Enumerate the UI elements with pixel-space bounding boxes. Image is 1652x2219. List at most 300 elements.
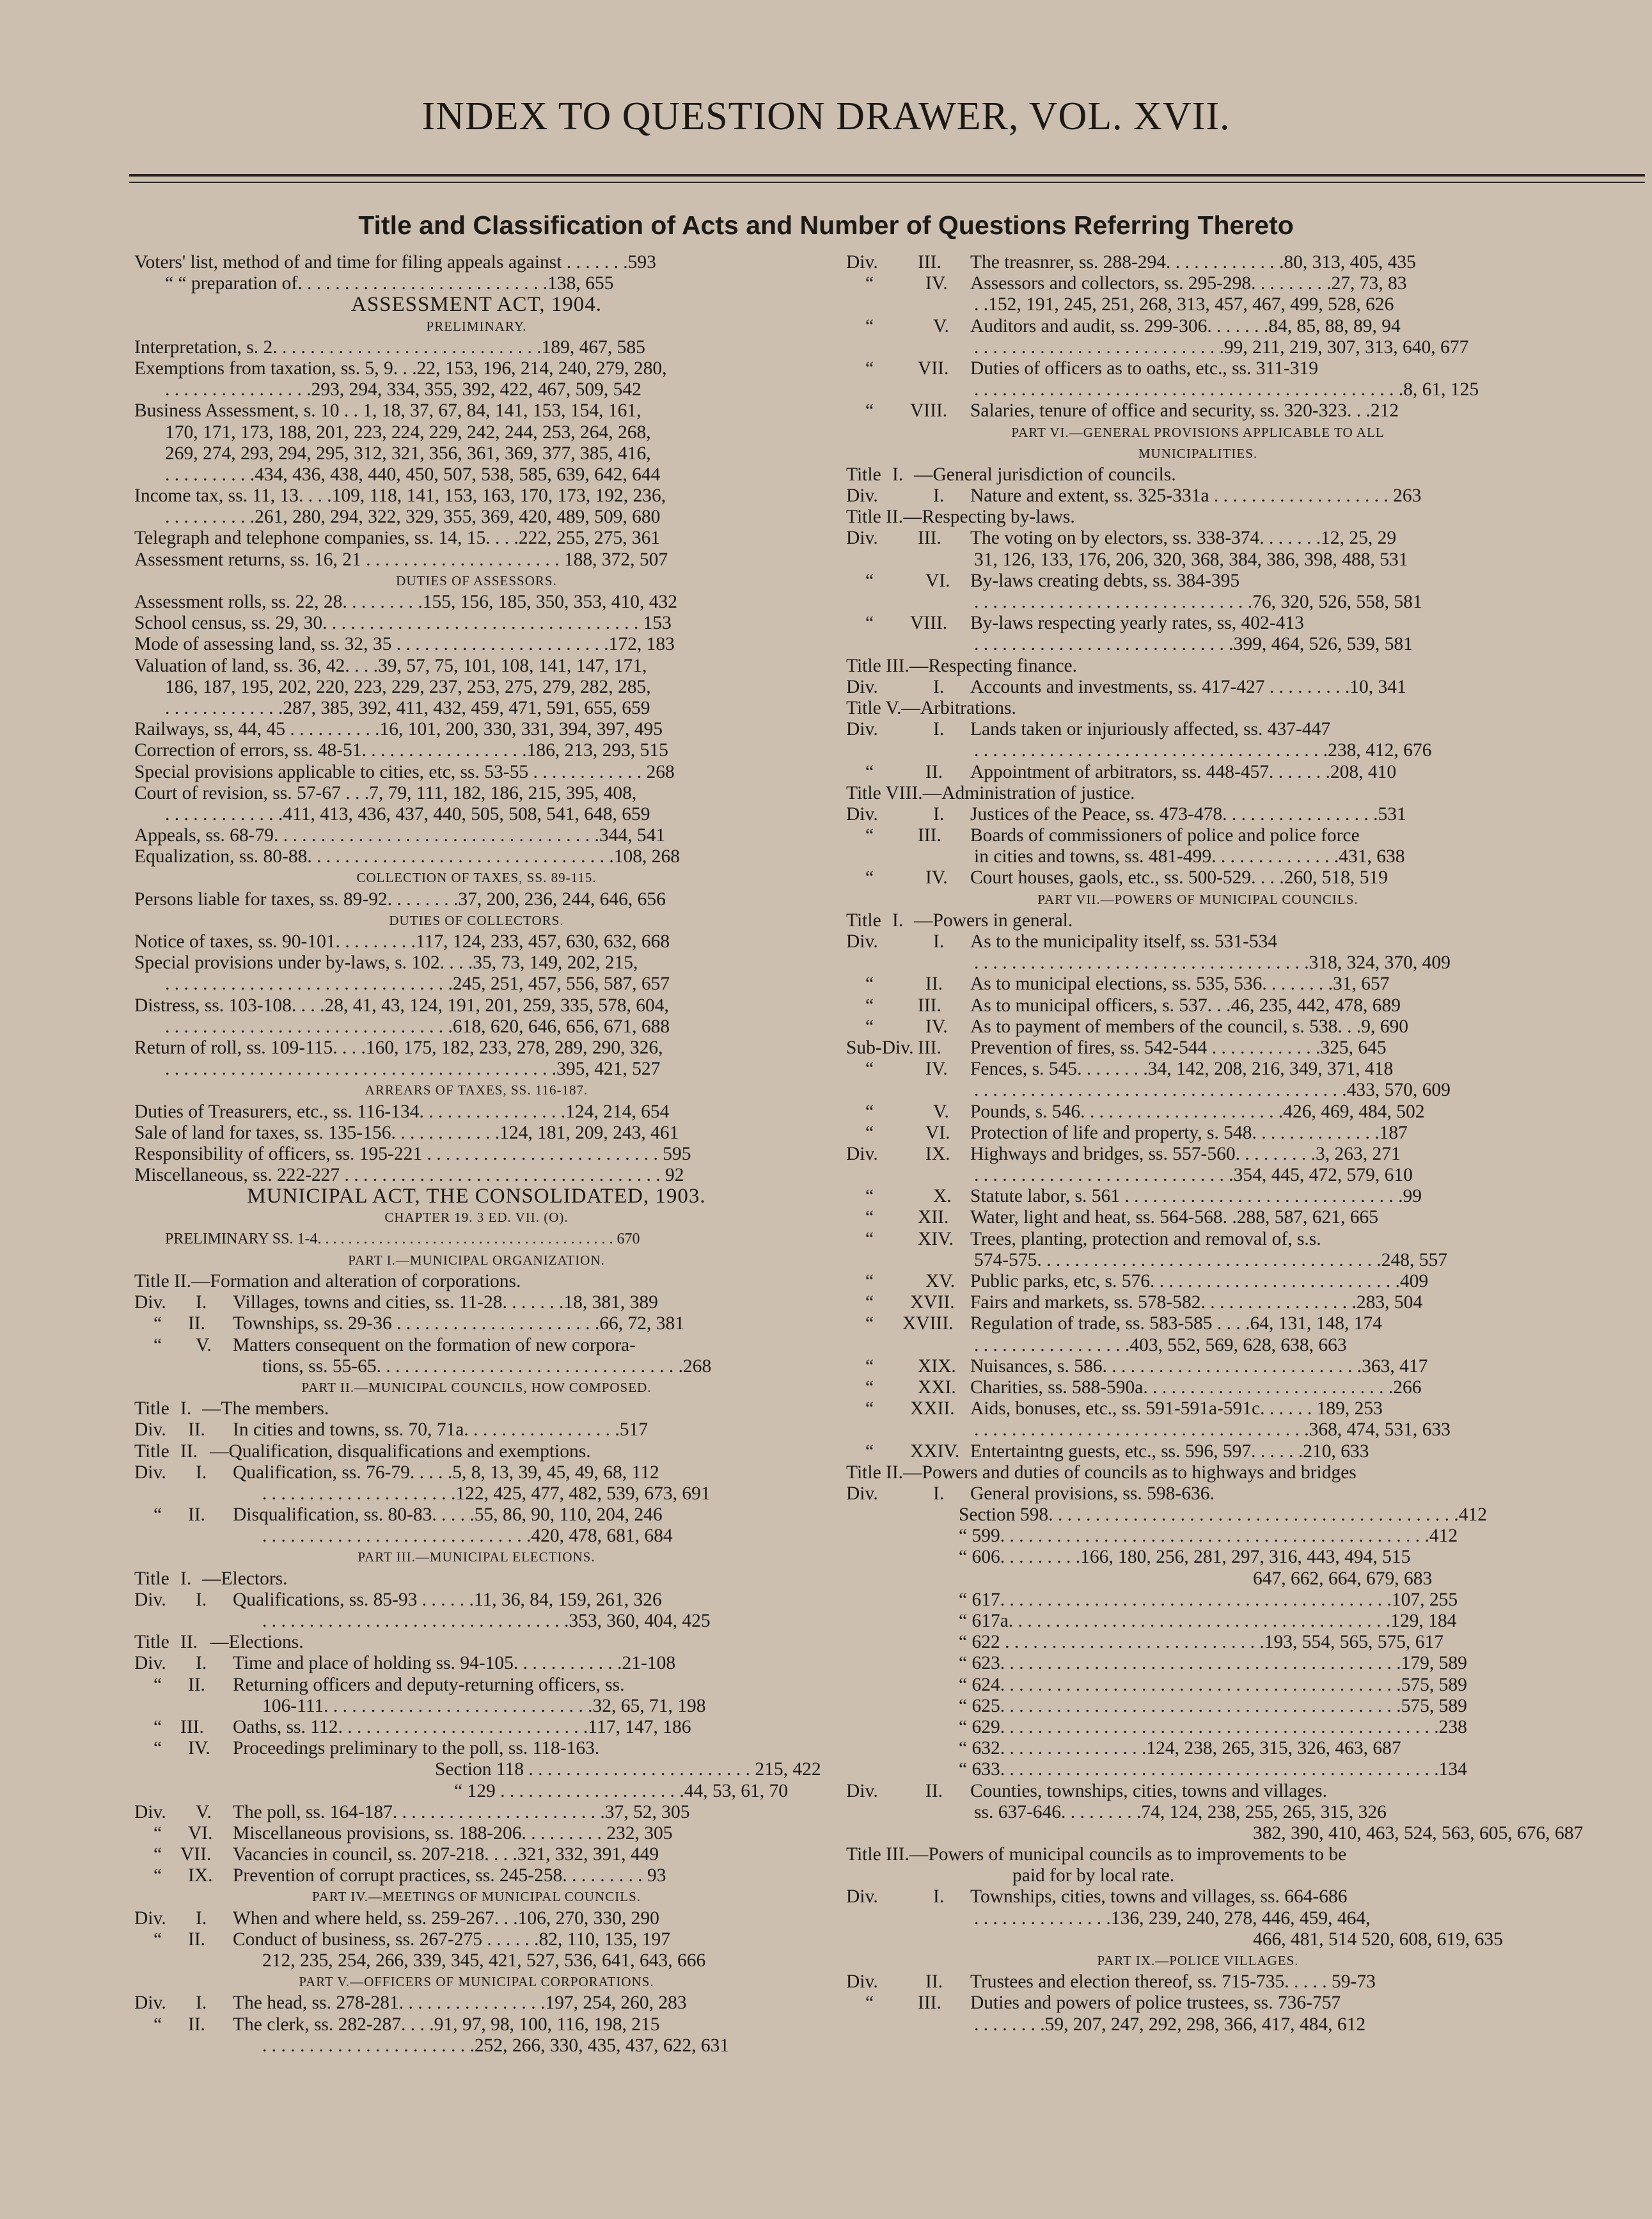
entry-text: Proceedings preliminary to the poll, ss. 118-163. (233, 1738, 600, 1759)
index-entry (134, 1483, 819, 1504)
heading-text: MUNICIPALITIES. (1138, 445, 1258, 461)
index-entry (846, 316, 1550, 337)
entry-numeral: VII. (918, 358, 949, 379)
entry-text: Fences, s. 545. . . . . . . .34, 142, 208, 216, 349, 371, 418 (970, 1059, 1394, 1080)
heading-text: PART IX.—POLICE VILLAGES. (1097, 1953, 1299, 1968)
index-entry (134, 1653, 819, 1674)
entry-text: Title III.—Powers of municipal councils as to improvements to be (846, 1844, 1347, 1865)
index-entry (846, 974, 1550, 995)
entry-text: Regulation of trade, ss. 583-585 . . . .64, 131, 148, 174 (970, 1313, 1383, 1334)
entry-numeral: III. (918, 252, 941, 272)
heading-text: PART VII.—POWERS OF MUNICIPAL COUNCILS. (1037, 891, 1358, 907)
index-entry (134, 379, 819, 400)
index-entry (134, 804, 819, 825)
heading-text: DUTIES OF ASSESSORS. (396, 573, 557, 588)
entry-numeral: XIX. (918, 1355, 956, 1377)
index-entry (134, 400, 819, 422)
entry-text: Section 598. . . . . . . . . . . . . . . . . . . . . . . . . . . . . . . . . . . . . . . . . . . .412 (959, 1504, 1487, 1526)
entry-division: “ (865, 1355, 874, 1377)
entry-division: Div. (846, 486, 878, 507)
index-entry (134, 443, 819, 464)
entry-text: School census, ss. 29, 30. . . . . . . . . . . . . . . . . . . . . . . . . . . . . . . . . . 153 (134, 613, 672, 634)
index-entry (846, 698, 1550, 719)
entry-text: Villages, towns and cities, ss. 11-28. . . . . . .18, 381, 389 (233, 1292, 658, 1313)
entry-division: Title (134, 1441, 169, 1462)
entry-text: General provisions, ss. 598-636. (970, 1483, 1215, 1504)
entry-text: The clerk, ss. 282-287. . . .91, 97, 98, 100, 116, 198, 215 (233, 2014, 660, 2035)
entry-text: . . . . . . . . . . . . . . . . . . . . . . . . . . . . . . .245, 251, 457, 556, 587, 657 (165, 974, 670, 995)
heading-text: PART VI.—GENERAL PROVISIONS APPLICABLE TO ALL (1011, 424, 1385, 440)
heading-text: PART I.—MUNICIPAL ORGANIZATION. (348, 1252, 605, 1268)
index-entry (134, 952, 819, 974)
index-entry (846, 1504, 1550, 1526)
section-heading (846, 422, 1550, 443)
entry-division: “ (865, 974, 874, 995)
index-entry (134, 656, 819, 677)
entry-text: 466, 481, 514 520, 608, 619, 635 (1253, 1929, 1503, 1950)
entry-division: Title (846, 910, 881, 931)
entry-numeral: XVIII. (902, 1313, 954, 1334)
section-heading (846, 1950, 1550, 1971)
entry-numeral: II. (180, 1441, 198, 1462)
entry-text: Miscellaneous, ss. 222-227 . . . . . . . . . . . . . . . . . . . . . . . . . . . . . . . . . . 92 (134, 1165, 684, 1186)
entry-division: “ (865, 570, 874, 591)
entry-numeral: II. (188, 1674, 206, 1695)
entry-numeral: II. (925, 1780, 943, 1801)
entry-division: “ (865, 1186, 874, 1207)
entry-text: paid for by local rate. (1012, 1865, 1175, 1886)
entry-numeral: I. (196, 1292, 207, 1313)
entry-text: . . . . . . . .59, 207, 247, 292, 298, 366, 417, 484, 612 (974, 2014, 1366, 2035)
entry-text: Conduct of business, ss. 267-275 . . . . . .82, 110, 135, 197 (233, 1929, 670, 1950)
index-entry (846, 1738, 1550, 1759)
entry-division: Div. (134, 1801, 166, 1822)
entry-numeral: V. (196, 1801, 212, 1822)
index-entry (846, 1611, 1550, 1632)
entry-numeral: XXI. (918, 1377, 956, 1398)
index-entry (846, 1717, 1550, 1738)
index-entry (846, 400, 1550, 422)
index-entry (134, 1526, 819, 1547)
entry-text: Townships, ss. 29-36 . . . . . . . . . . . . . . . . . . . . . .66, 72, 381 (233, 1313, 684, 1334)
heading-text: ARREARS OF TAXES, SS. 116-187. (365, 1082, 588, 1098)
page-subtitle: Title and Classification of Acts and Number of Questions Referring Thereto (358, 210, 1294, 240)
entry-text: “ 624. . . . . . . . . . . . . . . . . . . . . . . . . . . . . . . . . . . . . . . . . . .575, 589 (959, 1674, 1467, 1695)
entry-numeral: IX. (188, 1865, 213, 1886)
index-entry (846, 464, 1550, 486)
entry-text: Section 118 . . . . . . . . . . . . . . . . . . . . . . . . 215, 422 (435, 1759, 821, 1780)
entry-division: “ (153, 1865, 162, 1886)
index-entry (846, 952, 1550, 974)
entry-text: Title V.—Arbitrations. (846, 697, 1016, 718)
entry-text: . . . . . . . . . . . . . . . . . . . . . . . . . . . .399, 464, 526, 539, 581 (974, 634, 1413, 655)
entry-division: Title (846, 464, 881, 485)
index-entry (134, 1229, 819, 1250)
index-entry (846, 740, 1550, 761)
heading-text: PART V.—OFFICERS OF MUNICIPAL CORPORATIONS. (299, 1974, 654, 1990)
entry-text: “ 129 . . . . . . . . . . . . . . . . . . . .44, 53, 61, 70 (454, 1780, 788, 1801)
entry-text: Exemptions from taxation, ss. 5, 9. . .22, 153, 196, 214, 240, 279, 280, (134, 358, 667, 379)
index-entry (846, 337, 1550, 358)
entry-numeral: IV. (188, 1738, 210, 1759)
section-heading (134, 1377, 819, 1398)
heading-text: COLLECTION OF TAXES, SS. 89-115. (356, 870, 597, 886)
entry-numeral: I. (196, 1907, 207, 1929)
entry-text: . . . . . . . . . . . . . . . . . . . . . . . . . . . . . . . . . . . .368, 474, 531, 633 (974, 1419, 1451, 1441)
entry-text: Accounts and investments, ss. 417-427 . . . . . . . . .10, 341 (970, 676, 1406, 697)
index-entry (846, 804, 1550, 825)
index-entry (134, 2035, 819, 2057)
entry-division: “ (865, 1016, 874, 1037)
entry-division: “ (153, 1929, 162, 1950)
index-entry (134, 1356, 819, 1377)
entry-numeral: III. (918, 528, 941, 549)
index-entry (134, 528, 819, 549)
index-entry (134, 677, 819, 698)
index-entry (846, 613, 1550, 634)
index-entry (134, 762, 819, 783)
index-entry (846, 867, 1550, 888)
index-entry (134, 1016, 819, 1038)
entry-text: Matters consequent on the formation of new corpora- (233, 1334, 636, 1355)
entry-division: “ (865, 1993, 874, 2014)
entry-numeral: III. (918, 995, 941, 1016)
index-entry (134, 1802, 819, 1823)
heading-text: DUTIES OF COLLECTORS. (389, 912, 564, 928)
entry-text: Disqualification, ss. 80-83. . . . .55, 86, 90, 110, 204, 246 (233, 1504, 663, 1526)
index-entry (846, 1971, 1550, 1993)
entry-division: “ (865, 1207, 874, 1228)
index-entry (134, 974, 819, 995)
index-entry (846, 1632, 1550, 1653)
entry-text: . . . . . . . . . . . . .411, 413, 436, 437, 440, 505, 508, 541, 648, 659 (165, 803, 650, 825)
entry-numeral: XV. (925, 1271, 956, 1291)
entry-text: Title II.—Respecting by-laws. (846, 507, 1075, 528)
index-entry (846, 1144, 1550, 1165)
entry-numeral: I. (196, 1589, 207, 1610)
entry-numeral: XIV. (918, 1228, 954, 1249)
index-entry (846, 1441, 1550, 1462)
entry-division: “ (153, 1674, 162, 1695)
index-entry (134, 464, 819, 486)
index-entry (846, 762, 1550, 783)
index-entry (134, 486, 819, 507)
page-title: INDEX TO QUESTION DRAWER, VOL. XVII. (421, 95, 1231, 138)
entry-text: Valuation of land, ss. 36, 42. . . .39, 57, 75, 101, 108, 141, 147, 171, (134, 655, 647, 676)
section-heading (134, 1971, 819, 1993)
index-entry (134, 1123, 819, 1144)
index-entry (846, 1335, 1550, 1356)
entry-text: 31, 126, 133, 176, 206, 320, 368, 384, 386, 398, 488, 531 (974, 549, 1408, 570)
entry-numeral: I. (892, 464, 904, 485)
index-entry (134, 846, 819, 867)
index-entry (134, 1738, 819, 1759)
entry-division: Div. (134, 1907, 166, 1929)
entry-text: Return of roll, ss. 109-115. . . .160, 175, 182, 233, 278, 289, 290, 326, (134, 1037, 663, 1058)
entry-text: . . . . . . . . . .261, 280, 294, 322, 329, 355, 369, 420, 489, 509, 680 (165, 507, 661, 528)
entry-text: Trustees and election thereof, ss. 715-735. . . . . 59-73 (970, 1971, 1376, 1993)
entry-text: 647, 662, 664, 679, 683 (1253, 1568, 1433, 1589)
entry-numeral: I. (892, 910, 904, 931)
index-entry (846, 1696, 1550, 1717)
section-heading (134, 571, 819, 592)
entry-text: Pounds, s. 546. . . . . . . . . . . . . . . . . . . . . .426, 469, 484, 502 (970, 1101, 1425, 1122)
entry-text: “ 599. . . . . . . . . . . . . . . . . . . . . . . . . . . . . . . . . . . . . . . . . . . . . .412 (959, 1526, 1458, 1547)
index-entry (134, 1102, 819, 1123)
entry-division: Div. (134, 1653, 166, 1674)
entry-numeral: II. (925, 974, 943, 995)
section-heading (846, 889, 1550, 910)
entry-division: “ (865, 995, 874, 1016)
entry-text: The poll, ss. 164-187. . . . . . . . . . . . . . . . . . . . . . .37, 52, 305 (233, 1801, 690, 1822)
entry-text: “ 633. . . . . . . . . . . . . . . . . . . . . . . . . . . . . . . . . . . . . . . . . . . . . . .134 (959, 1759, 1467, 1780)
entry-text: “ 606. . . . . . . . .166, 180, 256, 281, 297, 316, 443, 494, 515 (959, 1547, 1411, 1568)
entry-division: “ (865, 1441, 874, 1462)
entry-numeral: V. (933, 1101, 949, 1122)
entry-numeral: I. (933, 803, 945, 825)
entry-division: Div. (134, 1462, 166, 1483)
index-entry (846, 528, 1550, 549)
entry-text: . . . . . . . . . . . . . . . . . . . . .122, 425, 477, 482, 539, 673, 691 (262, 1483, 711, 1504)
entry-text: The head, ss. 278-281. . . . . . . . . . . . . . . .197, 254, 260, 283 (233, 1993, 687, 2014)
index-entry (846, 273, 1550, 294)
entry-division: “ (865, 1101, 874, 1122)
index-entry (846, 1059, 1550, 1080)
entry-text: Salaries, tenure of office and security, ss. 320-323. . .212 (970, 400, 1399, 422)
entry-text: “ 617. . . . . . . . . . . . . . . . . . . . . . . . . . . . . . . . . . . . . . . . . .107, 255 (959, 1589, 1458, 1610)
entry-text: Oaths, ss. 112. . . . . . . . . . . . . . . . . . . . . . . . . . .117, 147, 186 (233, 1716, 691, 1737)
entry-division: “ (865, 1313, 874, 1334)
entry-text: ss. 637-646. . . . . . . . .74, 124, 238, 255, 265, 315, 326 (974, 1801, 1387, 1822)
index-entry (846, 1080, 1550, 1101)
heading-text: CHAPTER 19. 3 ED. VII. (O). (384, 1210, 569, 1226)
entry-text: in cities and towns, ss. 481-499. . . . . . . . . . . . . .431, 638 (974, 846, 1405, 867)
entry-text: Court of revision, ss. 57-67 . . .7, 79, 111, 182, 186, 215, 395, 408, (134, 782, 637, 803)
index-entry (134, 252, 819, 273)
entry-text: Justices of the Peace, ss. 473-478. . . . . . . . . . . . . . . . .531 (970, 803, 1406, 825)
entry-text: Miscellaneous provisions, ss. 188-206. . . . . . . . . 232, 305 (233, 1822, 673, 1844)
entry-text: “ 617a. . . . . . . . . . . . . . . . . . . . . . . . . . . . . . . . . . . . . . . . .129, 184 (959, 1611, 1457, 1631)
entry-text: . . . . . . . . . .434, 436, 438, 440, 450, 507, 538, 585, 639, 642, 644 (165, 464, 661, 485)
index-entry (134, 549, 819, 571)
index-entry (134, 825, 819, 846)
entry-division: Div. (846, 931, 878, 952)
entry-division: Div. (846, 719, 878, 740)
entry-text: Telegraph and telephone companies, ss. 14, 15. . . .222, 255, 275, 361 (134, 528, 661, 549)
entry-numeral: II. (180, 1632, 198, 1653)
entry-division: Div. (846, 1886, 878, 1907)
entry-text: By-laws respecting yearly rates, ss, 402-413 (970, 613, 1304, 634)
entry-text: Appointment of arbitrators, ss. 448-457. . . . . . .208, 410 (970, 761, 1397, 782)
index-entry (134, 1568, 819, 1590)
heading-text: MUNICIPAL ACT, THE CONSOLIDATED, 1903. (247, 1185, 706, 1208)
section-heading (134, 316, 819, 337)
index-entry (846, 294, 1550, 315)
index-entry (134, 1144, 819, 1165)
index-entry (134, 995, 819, 1016)
heading-text: ASSESSMENT ACT, 1904. (350, 293, 602, 317)
index-entry (134, 740, 819, 761)
entry-division: Div. (846, 528, 878, 549)
entry-text: PRELIMINARY SS. 1-4. . . . . . . . . . . . . . . . . . . . . . . . . . . . . . . . . . . . . . . 670 (165, 1230, 640, 1247)
entry-text: 574-575. . . . . . . . . . . . . . . . . . . . . . . . . . . . . . . . . . . . .248, 557 (974, 1249, 1447, 1270)
entry-text: Prevention of corrupt practices, ss. 245-258. . . . . . . . . 93 (233, 1865, 666, 1886)
entry-text: Correction of errors, ss. 48-51. . . . . . . . . . . . . . . . . .186, 213, 293, 515 (134, 740, 668, 761)
entry-division: Div. (846, 1483, 878, 1504)
entry-text: Sale of land for taxes, ss. 135-156. . . . . . . . . . . .124, 181, 209, 243, 461 (134, 1122, 679, 1143)
index-entry (846, 1886, 1550, 1907)
index-entry (134, 1844, 819, 1865)
index-entry (846, 1123, 1550, 1144)
entry-numeral: II. (188, 1929, 206, 1950)
index-entry (134, 1335, 819, 1356)
index-entry (134, 1441, 819, 1462)
index-entry (134, 1271, 819, 1292)
entry-text: —Powers in general. (914, 910, 1073, 931)
entry-division: “ (865, 1398, 874, 1419)
entry-text: Title III.—Respecting finance. (846, 655, 1078, 676)
entry-text: “ 622 . . . . . . . . . . . . . . . . . . . . . . . . . . . .193, 554, 565, 575, 617 (959, 1632, 1444, 1653)
index-entry (846, 549, 1550, 571)
index-entry (846, 719, 1550, 740)
entry-text: The treasnrer, ss. 288-294. . . . . . . . . . . . .80, 313, 405, 435 (970, 252, 1416, 272)
index-entry (846, 1908, 1550, 1929)
index-entry (134, 1781, 819, 1802)
entry-text: Public parks, etc, s. 576. . . . . . . . . . . . . . . . . . . . . . . . . . .409 (970, 1271, 1429, 1291)
entry-numeral: III. (918, 1037, 941, 1058)
index-entry (846, 634, 1550, 655)
entry-text: Title VIII.—Administration of justice. (846, 782, 1135, 803)
entry-text: “ 625. . . . . . . . . . . . . . . . . . . . . . . . . . . . . . . . . . . . . . . . . . .575, 589 (959, 1695, 1467, 1716)
entry-division: “ (153, 1738, 162, 1759)
index-entry (134, 1865, 819, 1886)
entry-numeral: VI. (925, 1122, 950, 1143)
index-entry (846, 1292, 1550, 1313)
entry-text: Mode of assessing land, ss. 32, 35 . . . . . . . . . . . . . . . . . . . . . . .172, 183 (134, 634, 675, 655)
entry-text: . . . . . . . . . . . . . . . . . . . . . . . . . . . . .420, 478, 681, 684 (262, 1526, 673, 1547)
entry-division: Div. (846, 1780, 878, 1801)
entry-division: Div. (134, 1419, 166, 1441)
section-heading (134, 1080, 819, 1101)
entry-numeral: I. (933, 1483, 945, 1504)
entry-text: . . . . . . . . . . . . . . . . . . . . . . . . . . . . . .76, 320, 526, 558, 581 (974, 592, 1422, 612)
entry-text: Boards of commissioners of police and police force (970, 825, 1360, 846)
entry-text: When and where held, ss. 259-267. . .106, 270, 330, 290 (233, 1907, 659, 1929)
entry-numeral: I. (933, 676, 945, 697)
entry-text: Duties of Treasurers, etc., ss. 116-134. . . . . . . . . . . . . . . .124, 214, 654 (134, 1101, 670, 1122)
entry-division: “ (865, 1271, 874, 1291)
entry-text: Prevention of fires, ss. 542-544 . . . . . . . . . . . .325, 645 (970, 1037, 1387, 1058)
entry-text: Water, light and heat, ss. 564-568. .288, 587, 621, 665 (970, 1207, 1378, 1228)
entry-division: “ (865, 273, 874, 294)
index-entry (134, 1165, 819, 1186)
entry-division: Div. (846, 1971, 878, 1993)
index-entry (134, 592, 819, 613)
entry-numeral: I. (933, 719, 945, 740)
entry-text: —The members. (202, 1398, 329, 1419)
entry-text: As to municipal elections, ss. 535, 536. . . . . . . .31, 657 (970, 974, 1390, 995)
index-entry (134, 2014, 819, 2035)
index-entry (846, 1675, 1550, 1696)
index-entry (846, 1419, 1550, 1441)
section-heading (134, 910, 819, 931)
index-entry (846, 1822, 1584, 1844)
index-entry (846, 1993, 1550, 2014)
entry-division: Div. (846, 803, 878, 825)
entry-text: Equalization, ss. 80-88. . . . . . . . . . . . . . . . . . . . . . . . . . . . . . . . .108, 268 (134, 846, 680, 867)
index-entry (846, 379, 1550, 400)
entry-text: —Elections. (210, 1632, 304, 1653)
index-entry (134, 1675, 819, 1696)
section-heading (134, 1886, 819, 1907)
heading-text: PRELIMINARY. (426, 318, 527, 334)
entry-division: “ (153, 1822, 162, 1844)
header-rule-thin (129, 182, 1645, 183)
entry-division: Title (134, 1568, 169, 1589)
index-entry (846, 1313, 1550, 1334)
act-heading (134, 294, 819, 315)
entry-text: “ “ preparation of. . . . . . . . . . . . . . . . . . . . . . . . . . .138, 655 (165, 273, 614, 294)
entry-text: . . . . . . . . . . . . . . . . . . . . . . . . . . . . . . . . . . . . . .238, 412, 676 (974, 740, 1432, 761)
index-entry (134, 1717, 819, 1738)
section-heading (134, 867, 819, 888)
entry-numeral: I. (933, 486, 945, 507)
entry-text: Assessment rolls, ss. 22, 28. . . . . . . . .155, 156, 185, 350, 353, 410, 432 (134, 592, 677, 612)
entry-division: Div. (134, 1589, 166, 1610)
entry-text: Entertaintng guests, etc., ss. 596, 597. . . . . .210, 633 (970, 1441, 1369, 1462)
entry-numeral: IX. (925, 1143, 950, 1164)
entry-text: Persons liable for taxes, ss. 89-92. . . . . . . .37, 200, 236, 244, 646, 656 (134, 888, 666, 910)
entry-text: Railways, ss, 44, 45 . . . . . . . . . .16, 101, 200, 330, 331, 394, 397, 495 (134, 719, 663, 740)
entry-text: . . . . . . . . . . . . . . . . . . . . . . . . . . . . . . .618, 620, 646, 656, 671, 688 (165, 1016, 670, 1037)
index-entry (134, 1462, 819, 1483)
entry-text: Assessors and collectors, ss. 295-298. . . . . . . . .27, 73, 83 (970, 273, 1407, 294)
entry-text: Interpretation, s. 2. . . . . . . . . . . . . . . . . . . . . . . . . . . . .189, 467, 585 (134, 336, 645, 358)
entry-text: As to the municipality itself, ss. 531-534 (970, 931, 1278, 952)
section-heading (134, 1207, 819, 1228)
index-entry (134, 1419, 819, 1441)
entry-division: “ (153, 1504, 162, 1526)
entry-text: Responsibility of officers, ss. 195-221 . . . . . . . . . . . . . . . . . . . . . . . . . 595 (134, 1143, 691, 1164)
entry-division: “ (153, 1716, 162, 1737)
heading-text: PART II.—MUNICIPAL COUNCILS, HOW COMPOSED. (301, 1379, 652, 1395)
index-entry (846, 1165, 1550, 1186)
index-entry (134, 931, 819, 952)
index-entry (846, 1483, 1550, 1504)
index-entry (846, 2014, 1550, 2035)
entry-text: Protection of life and property, s. 548. . . . . . . . . . . . . .187 (970, 1122, 1408, 1143)
entry-division: “ (865, 1377, 874, 1398)
entry-text: . . . . . . . . . . . . . . . .293, 294, 334, 355, 392, 422, 467, 509, 542 (165, 379, 641, 400)
index-entry (134, 719, 819, 740)
act-heading (134, 1186, 819, 1207)
entry-text: Lands taken or injuriously affected, ss. 437-447 (970, 719, 1331, 740)
entry-text: . . . . . . . . . . . . . . . . .403, 552, 569, 628, 638, 663 (974, 1334, 1347, 1355)
entry-text: Nuisances, s. 586. . . . . . . . . . . . . . . . . . . . . . . . . . . .363, 417 (970, 1355, 1428, 1377)
entry-numeral: VI. (925, 570, 950, 591)
entry-numeral: IV. (925, 1059, 948, 1080)
index-entry (846, 1207, 1550, 1228)
index-entry (846, 486, 1550, 507)
heading-text: PART IV.—MEETINGS OF MUNICIPAL COUNCILS. (311, 1889, 641, 1905)
entry-numeral: V. (196, 1334, 212, 1355)
index-entry (134, 1759, 819, 1780)
section-heading (846, 443, 1550, 464)
entry-division: “ (153, 1334, 162, 1355)
index-entry (134, 1059, 819, 1080)
entry-text: Vacancies in council, ss. 207-218. . . .321, 332, 391, 449 (233, 1844, 659, 1865)
entry-text: Title II.—Formation and alteration of corporations. (134, 1271, 521, 1291)
